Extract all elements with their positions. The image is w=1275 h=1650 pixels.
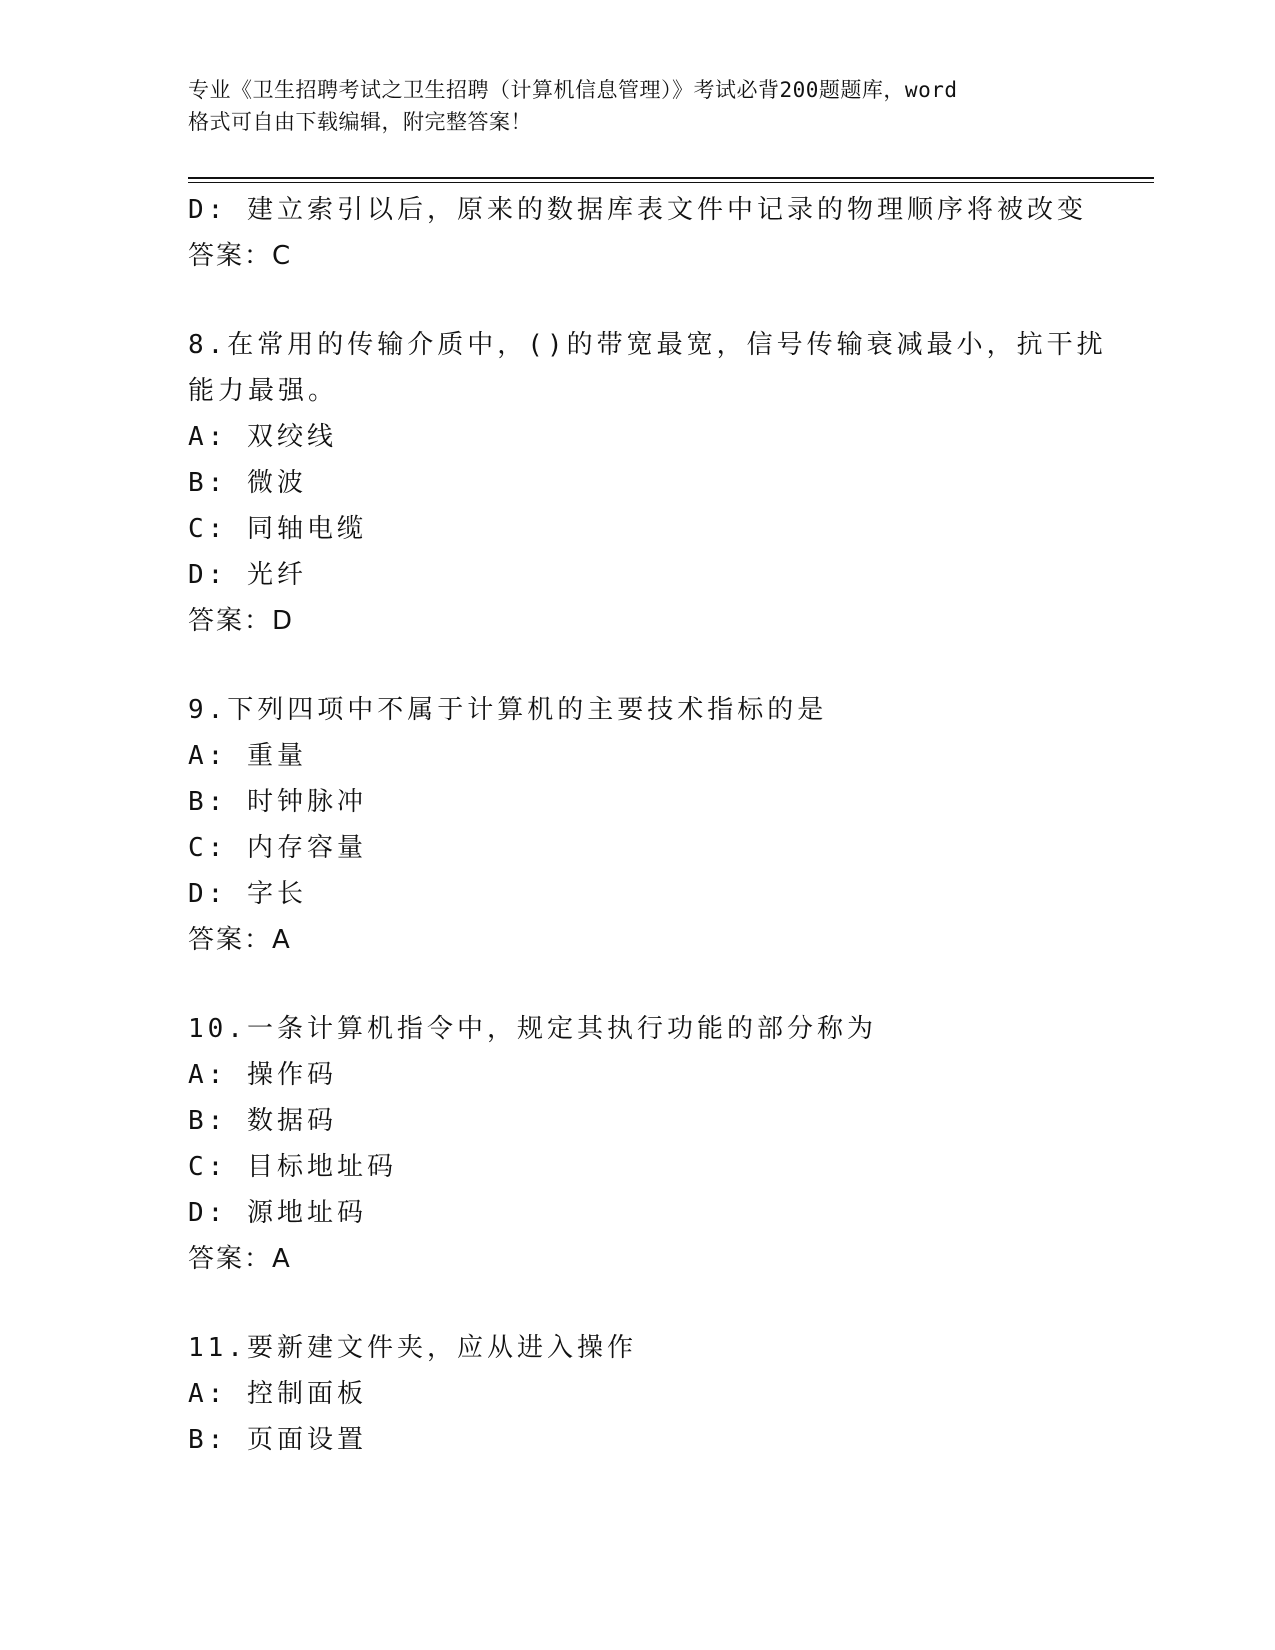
option-b: B: 微波 [188, 468, 307, 498]
question-stem: 9.下列四项中不属于计算机的主要技术指标的是 [188, 695, 828, 725]
option-b: B: 页面设置 [188, 1425, 367, 1455]
option-c: C: 内存容量 [188, 833, 367, 863]
header-title-line-1: 专业《卫生招聘考试之卫生招聘（计算机信息管理）》考试必背200题题库，word [188, 78, 958, 102]
question-stem: 10.一条计算机指令中，规定其执行功能的部分称为 [188, 1014, 877, 1044]
option-a: A: 操作码 [188, 1060, 337, 1090]
answer-label: 答案：A [188, 925, 292, 955]
question-list [188, 187, 1107, 1463]
option-b: B: 时钟脉冲 [188, 787, 367, 817]
header-title-line-2: 格式可自由下载编辑，附完整答案！ [188, 110, 532, 134]
option-c: C: 目标地址码 [188, 1152, 397, 1182]
header-divider-thin [188, 182, 1154, 183]
option-a: A: 双绞线 [188, 422, 337, 452]
answer-label: 答案：A [188, 1244, 292, 1274]
option-a: A: 控制面板 [188, 1379, 367, 1409]
header-divider-thick [188, 177, 1154, 179]
option-b: B: 数据码 [188, 1106, 337, 1136]
document-header [188, 74, 1088, 138]
answer-label: 答案：C [188, 241, 293, 271]
option-d: D: 源地址码 [188, 1198, 367, 1228]
option-d: D: 建立索引以后，原来的数据库表文件中记录的物理顺序将被改变 [188, 195, 1087, 225]
option-d: D: 字长 [188, 879, 307, 909]
option-d: D: 光纤 [188, 560, 307, 590]
question-10 [188, 1006, 1088, 1282]
question-stem: 8.在常用的传输介质中，()的带宽最宽，信号传输衰减最小，抗干扰 [188, 330, 1107, 360]
question-9 [188, 687, 1088, 963]
question-stem: 能力最强。 [188, 376, 339, 406]
question-11 [188, 1325, 1088, 1463]
question-7-tail [188, 187, 1088, 279]
option-a: A: 重量 [188, 741, 307, 771]
question-stem: 11.要新建文件夹，应从进入操作 [188, 1333, 637, 1363]
answer-label: 答案：D [188, 606, 295, 636]
option-c: C: 同轴电缆 [188, 514, 367, 544]
question-8 [188, 322, 1107, 644]
